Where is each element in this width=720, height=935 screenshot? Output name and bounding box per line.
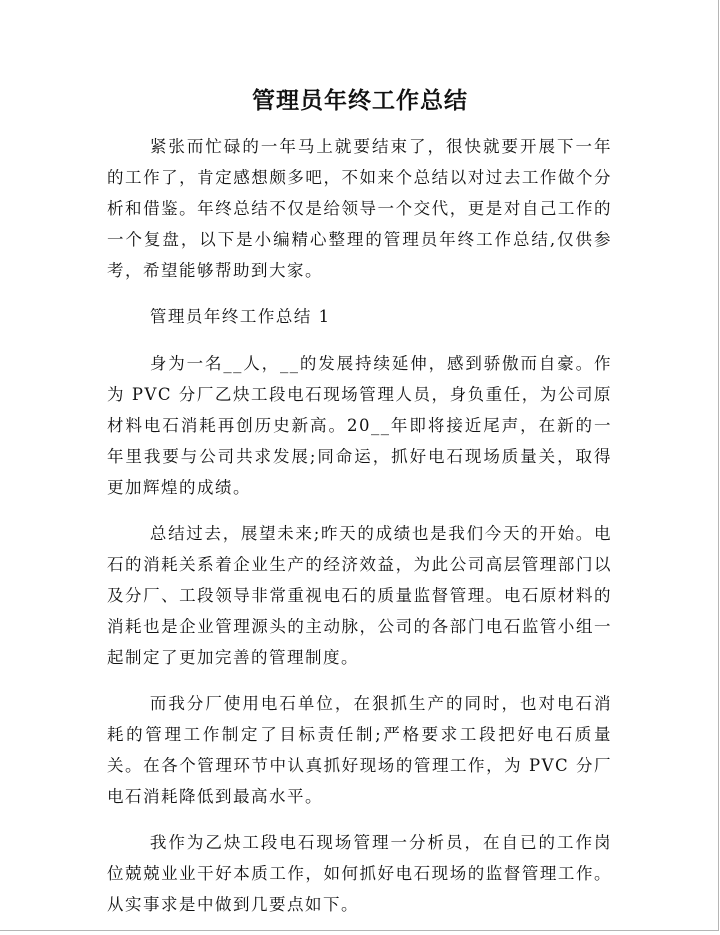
- body-paragraph: 总结过去，展望未来;昨天的成绩也是我们今天的开始。电石的消耗关系着企业生产的经济效益，为此公司高层管理部门以及分厂、工段领导非常重视电石的质量监督管理。电石原材料的消耗也是企业管理源头的主动脉，公司的各部门电石监管小组一起制定了更加完善的管理制度。: [107, 524, 612, 667]
- body-paragraph: 我作为乙炔工段电石现场管理一分析员，在自已的工作岗位兢兢业业干好本质工作，如何抓好电石现场的监督管理工作。从实事求是中做到几要点如下。: [107, 833, 612, 914]
- document-body: [107, 131, 612, 935]
- body-paragraph: 而我分厂使用电石单位，在狠抓生产的同时，也对电石消耗的管理工作制定了目标责任制;严格要求工段把好电石质量关。在各个管理环节中认真抓好现场的管理工作，为 PVC 分厂电石消耗降低到最高水平。: [107, 694, 612, 806]
- intro-paragraph: 紧张而忙碌的一年马上就要结束了，很快就要开展下一年的工作了，肯定感想颇多吧，不如来个总结以对过去工作做个分析和借鉴。年终总结不仅是给领导一个交代，更是对自己工作的一个复盘，以下是小编精心整理的管理员年终工作总结,仅供参考，希望能够帮助到大家。: [107, 137, 612, 280]
- body-paragraph: 身为一名__人，__的发展持续延伸，感到骄傲而自豪。作为 PVC 分厂乙炔工段电石现场管理人员，身负重任，为公司原材料电石消耗再创历史新高。20__年即将接近尾声，在新的一年里我要与公司共求发展;同命运，抓好电石现场质量关，取得更加辉煌的成绩。: [107, 354, 612, 497]
- section-heading: 管理员年终工作总结 1: [149, 307, 331, 326]
- document-title: 管理员年终工作总结: [252, 88, 468, 114]
